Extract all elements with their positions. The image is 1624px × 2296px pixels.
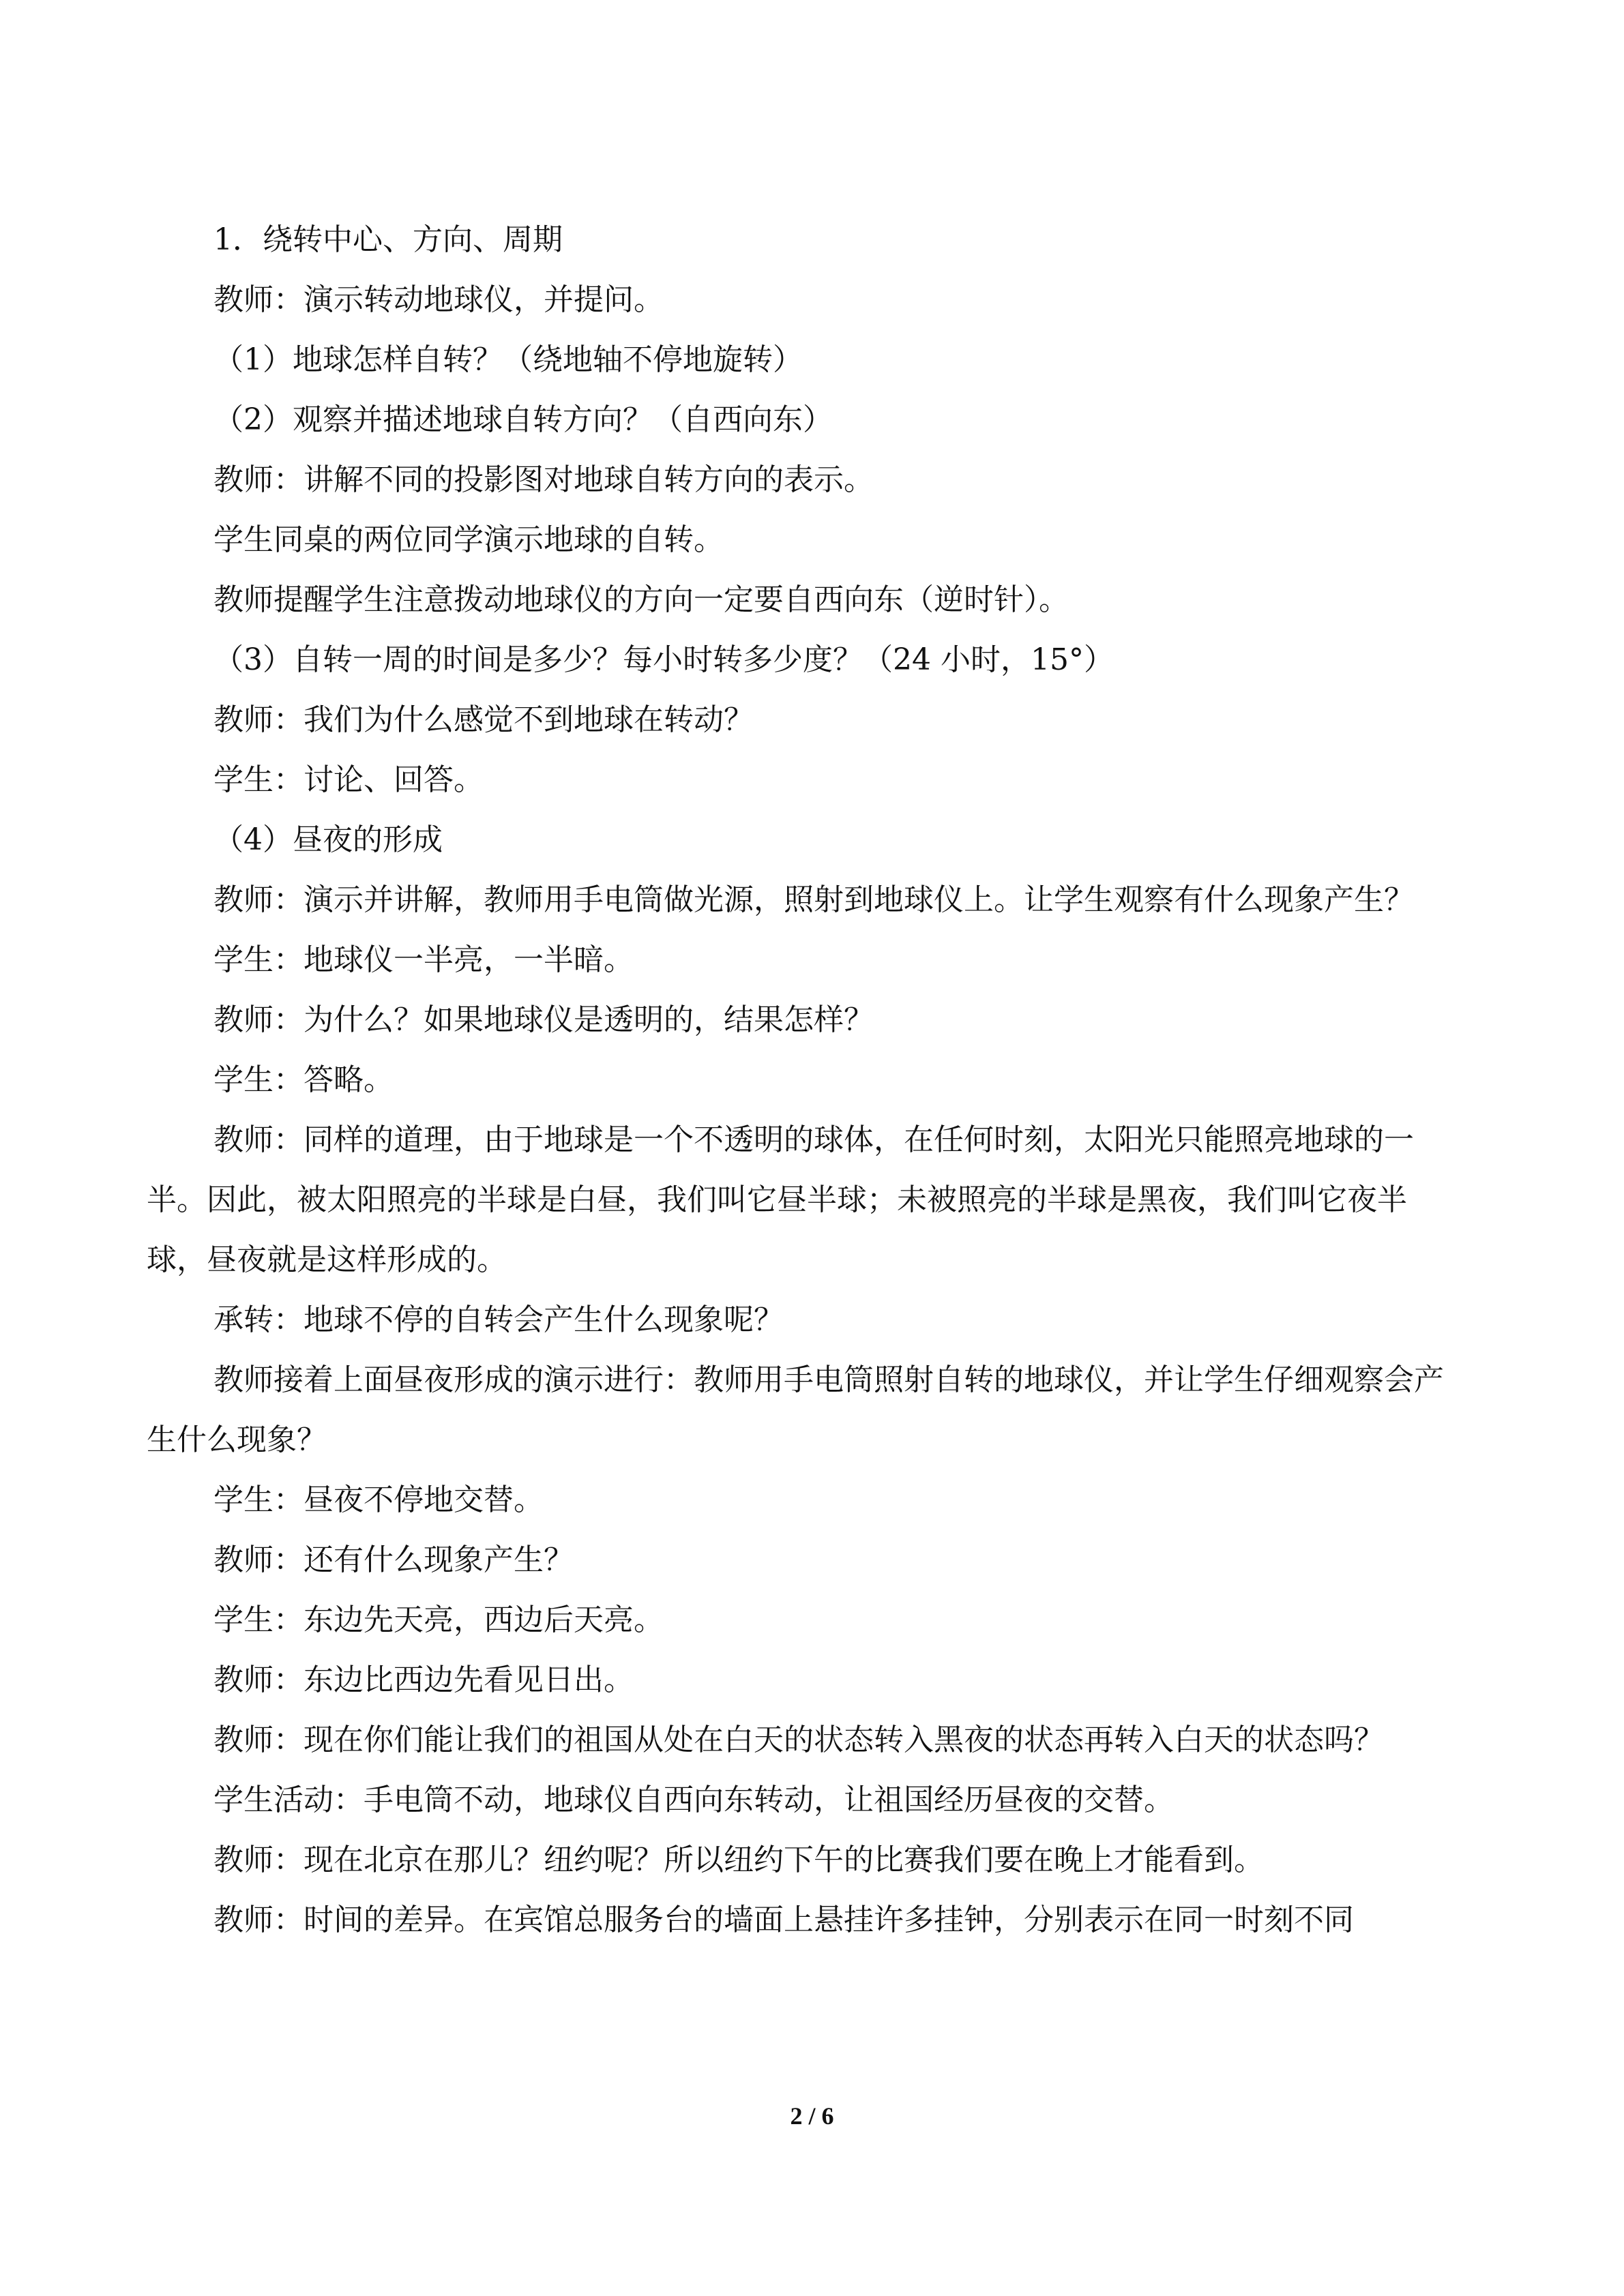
paragraph: 承转：地球不停的自转会产生什么现象呢？ <box>213 1302 784 1337</box>
paragraph: 教师：现在你们能让我们的祖国从处在白天的状态转入黑夜的状态再转入白天的状态吗？ <box>213 1723 1384 1757</box>
question-item: （2）观察并描述地球自转方向？（自西向东） <box>213 402 833 437</box>
paragraph: 学生：东边先天亮，西边后天亮。 <box>213 1602 664 1637</box>
paragraph: 教师：为什么？如果地球仪是透明的，结果怎样？ <box>213 1002 874 1037</box>
question-item: （1）地球怎样自转？（绕地轴不停地旋转） <box>213 342 803 377</box>
paragraph: 教师：时间的差异。在宾馆总服务台的墙面上悬挂许多挂钟，分别表示在同一时刻不同 <box>213 1903 1354 1937</box>
paragraph: 教师：演示并讲解，教师用手电筒做光源，照射到地球仪上。让学生观察有什么现象产生？ <box>213 882 1414 917</box>
paragraph: 学生：讨论、回答。 <box>213 762 484 797</box>
paragraph: 教师：同样的道理，由于地球是一个不透明的球体，在任何时刻，太阳光只能照亮地球的一半。因此，被太阳照亮的半球是白昼，我们叫它昼半球；未被照亮的半球是黑夜，我们叫它夜半球，昼夜就是这样形成的。 <box>147 1122 1414 1277</box>
question-item: （3）自转一周的时间是多少？每小时转多少度？（24 小时，15°） <box>213 642 1114 677</box>
paragraph: 教师接着上面昼夜形成的演示进行：教师用手电筒照射自转的地球仪，并让学生仔细观察会产生什么现象？ <box>147 1362 1444 1457</box>
paragraph: 学生：答略。 <box>213 1062 394 1097</box>
question-item: （4）昼夜的形成 <box>213 822 443 857</box>
paragraph: 教师：还有什么现象产生？ <box>213 1542 574 1577</box>
paragraph: 教师提醒学生注意拨动地球仪的方向一定要自西向东（逆时针）。 <box>213 582 1069 617</box>
paragraph: 学生同桌的两位同学演示地球的自转。 <box>213 522 724 557</box>
paragraph: 学生：地球仪一半亮，一半暗。 <box>213 942 634 977</box>
paragraph: 教师：我们为什么感觉不到地球在转动？ <box>213 702 754 737</box>
paragraph: 学生活动：手电筒不动，地球仪自西向东转动，让祖国经历昼夜的交替。 <box>213 1783 1174 1817</box>
paragraph: 教师：东边比西边先看见日出。 <box>213 1663 634 1697</box>
paragraph: 学生：昼夜不停地交替。 <box>213 1482 544 1517</box>
paragraph: 教师：讲解不同的投影图对地球自转方向的表示。 <box>213 462 874 497</box>
document-body <box>147 210 1456 1950</box>
paragraph: 教师：演示转动地球仪，并提问。 <box>213 282 664 317</box>
paragraph: 教师：现在北京在那儿？纽约呢？所以纽约下午的比赛我们要在晚上才能看到。 <box>213 1843 1264 1877</box>
section-heading: 1．绕转中心、方向、周期 <box>213 222 563 257</box>
page-number: 2 / 6 <box>790 2102 834 2130</box>
